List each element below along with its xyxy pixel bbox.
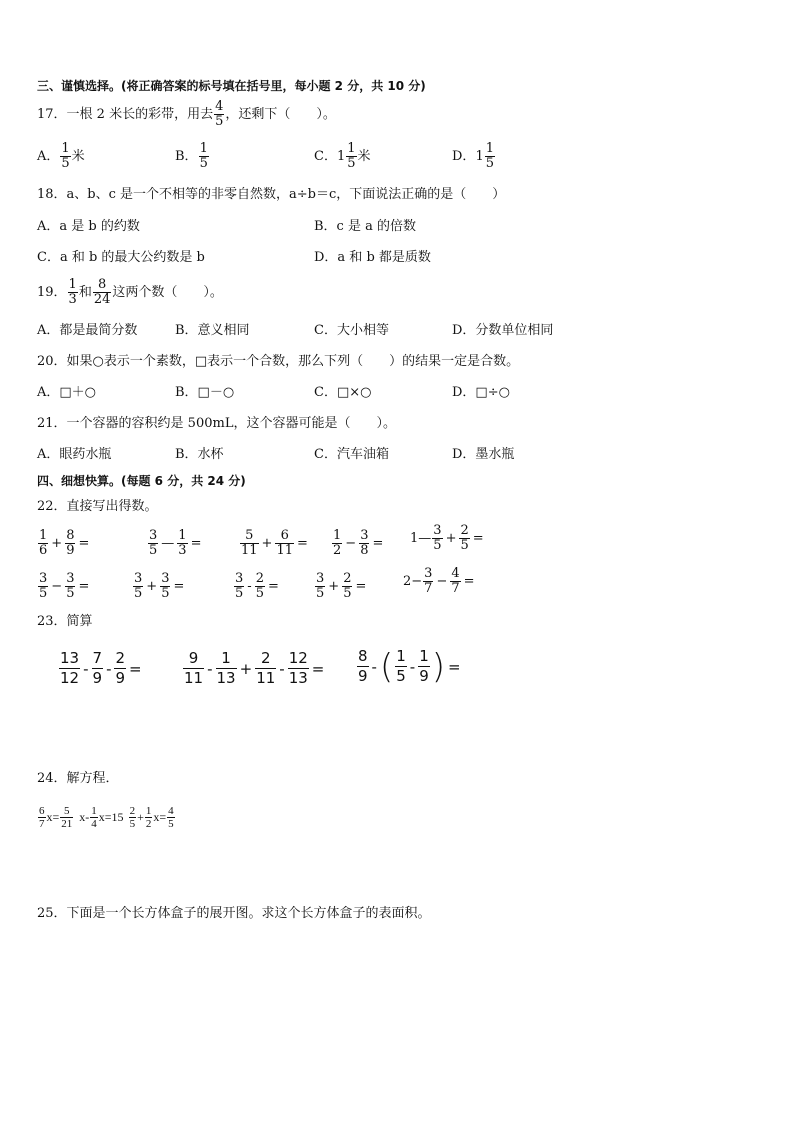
q22-r1e4-b-num: 3 [360,528,369,543]
q19-option-b[interactable]: B．意义相同 [175,323,250,338]
q23-e2-f4-num: 12 [288,649,308,667]
q22-r1e1-b-den: 9 [66,543,75,558]
q17-stem-text-b: ，还剩下（ ）。 [225,106,336,122]
q23-e3-f2-num: 1 [396,647,406,665]
q24-eq2-lead: x- [79,810,90,824]
q18-option-b[interactable]: B．c 是 a 的倍数 [314,219,416,234]
q17-option-a-denominator: 5 [61,156,70,171]
q21-option-d[interactable]: D．墨水瓶 [452,447,515,462]
q17-option-c[interactable] [314,142,371,171]
q22-r2e5-lead: 2− [403,574,423,589]
q24-eq3-f3-den: 5 [168,818,174,830]
q24-eq2-f1-num: 1 [91,805,97,817]
q19-fraction-1-denominator: 3 [68,292,77,307]
q22-r1e2-b-den: 3 [178,543,187,558]
q17-option-c-fraction [346,142,356,171]
q22-r2e2-a-den: 5 [134,586,143,601]
q23-e2-f1-den: 11 [184,669,204,687]
q22-r2e5-op: − [436,574,448,589]
q17-option-c-numerator: 1 [347,141,356,156]
q19-option-d[interactable]: D．分数单位相同 [452,323,554,338]
q17-option-b-label: B． [175,148,198,164]
q22-r2e3-b-den: 5 [255,586,264,601]
q22-r2e4-b-num: 2 [343,571,352,586]
q22-r2e5-a-num: 3 [424,566,433,581]
q24-eq3-f2-den: 2 [145,818,152,830]
q20-option-c[interactable]: C．□×○ [314,385,372,400]
q17-fraction [214,100,224,129]
q22-r2e1-b-den: 5 [66,586,75,601]
q24-eq3-f3-num: 4 [168,805,174,817]
q22-r1e3-b-den: 11 [276,543,293,558]
q17-option-c-unit: 米 [357,148,371,164]
q22-row1-expr-3 [239,524,310,558]
q19-fraction-1 [68,278,78,307]
q23-e3-f2-den: 5 [396,667,406,685]
q22-r2e2-b-num: 3 [161,571,170,586]
q24-eq3-mid: x= [153,810,167,824]
q22-row2-expr-4 [314,567,368,601]
q24-eq2-f1-den: 4 [91,818,97,830]
q23-e3-left-paren: ( [379,646,394,687]
q22-r2e5-a-den: 7 [424,581,433,596]
q22-r2e3-op: - [247,579,252,594]
q24-eq1-f2-num: 5 [64,805,70,817]
q22-r1e2-eq: = [190,536,202,551]
q22-r1e5-b-den: 5 [460,538,469,553]
q22-r1e5-op: + [445,531,457,546]
q22-r2e4-eq: = [355,579,367,594]
q23-e3-eq: = [448,657,461,676]
question-19-stem [37,278,223,307]
q23-e2-f2-num: 1 [221,649,231,667]
q22-r1e2-op: — [161,536,175,551]
q22-r2e4-a-num: 3 [316,571,325,586]
q23-e2-op3: - [279,659,285,678]
q22-row1-expr-2 [147,524,203,558]
question-17-stem [37,100,336,129]
q17-option-d-denominator: 5 [485,156,494,171]
q23-e3-f3-den: 9 [419,667,429,685]
question-23-title: 23．简算 [37,614,93,629]
q23-e1-eq: = [129,659,142,678]
q23-e2-f4-den: 13 [288,669,308,687]
q22-r1e5-lead: 1— [410,531,432,546]
q23-e3-f1-num: 8 [358,647,368,665]
q17-option-b-numerator: 1 [199,141,208,156]
q22-r1e3-op: + [261,536,273,551]
q22-r1e2-b-num: 1 [178,528,187,543]
q23-e1-f1-den: 12 [60,669,80,687]
q22-r1e3-a-num: 5 [245,528,254,543]
q23-e3-op1: - [371,657,377,676]
q24-eq1-f1-den: 7 [39,818,45,830]
q21-option-a[interactable]: A．眼药水瓶 [37,447,112,462]
q17-option-b-denominator: 5 [199,156,208,171]
q23-e1-f1-num: 13 [60,649,80,667]
q23-expression-3 [356,646,463,686]
q17-option-c-label: C． [314,148,337,164]
q19-fraction-2-denominator: 24 [93,292,111,307]
q19-fraction-2 [93,278,112,307]
q22-row1-expr-1 [37,524,91,558]
q22-r1e5-a-num: 3 [433,523,442,538]
q22-r2e1-eq: = [78,579,90,594]
q17-option-a-numerator: 1 [61,141,70,156]
q17-option-d-numerator: 1 [485,141,494,156]
q23-e2-f3-den: 11 [256,669,276,687]
q22-r2e4-a-den: 5 [316,586,325,601]
q22-r1e3-eq: = [297,536,308,551]
q19-option-c[interactable]: C．大小相等 [314,323,389,338]
q22-r2e3-b-num: 2 [255,571,264,586]
q24-equations [37,801,176,830]
q17-option-d[interactable] [452,142,496,171]
q22-r2e2-b-den: 5 [161,586,170,601]
q22-r2e1-a-den: 5 [39,586,48,601]
q19-fraction-1-numerator: 1 [68,277,77,292]
q23-e2-op2: + [239,659,253,678]
q22-r1e1-a-num: 1 [39,528,48,543]
q17-option-c-denominator: 5 [347,156,356,171]
q22-r1e2-a-num: 3 [149,528,158,543]
q20-option-a[interactable]: A．□＋○ [37,385,97,400]
q22-row1-expr-5 [410,524,486,553]
q18-option-a[interactable]: A．a 是 b 的约数 [37,219,140,234]
q23-expression-1 [58,648,144,688]
q22-r2e3-a-num: 3 [235,571,244,586]
q17-option-a-fraction [60,142,70,171]
q22-r1e3-b-num: 6 [280,528,289,543]
q24-eq2-tail: x=15 [98,810,124,824]
q22-row2-expr-2 [132,567,186,601]
q17-fraction-denominator: 5 [215,114,224,129]
q17-option-a-unit: 米 [71,148,85,164]
q22-r1e5-b-num: 2 [460,523,469,538]
q23-e2-eq: = [311,659,325,678]
q23-e1-f3-num: 2 [115,649,126,667]
q23-e1-op2: - [106,659,112,678]
q22-r2e3-a-den: 5 [235,586,244,601]
q19-option-a[interactable]: A．都是最简分数 [37,323,138,338]
q22-r1e1-a-den: 6 [39,543,48,558]
q18-option-c[interactable]: C．a 和 b 的最大公约数是 b [37,250,205,265]
q22-r1e2-a-den: 5 [149,543,158,558]
q22-r1e1-b-num: 8 [66,528,75,543]
q20-option-d[interactable]: D．□÷○ [452,385,510,400]
q22-r1e4-a-num: 1 [333,528,342,543]
q24-eq3-f1-den: 5 [129,818,136,830]
q22-r2e1-op: − [51,579,63,594]
q23-e2-f3-num: 2 [260,649,271,667]
question-22-title: 22．直接写出得数。 [37,499,158,514]
q24-eq3-f2-num: 1 [145,805,152,817]
section-4-heading: 四、细想快算。(每题 6 分，共 24 分) [37,474,246,488]
q22-r2e4-b-den: 5 [343,586,352,601]
q23-e3-op2: - [409,657,416,676]
q17-option-b-fraction [199,142,209,171]
q22-row2-expr-1 [37,567,91,601]
q23-e2-f1-num: 9 [188,649,199,667]
q22-r2e4-op: + [328,579,340,594]
q18-option-d[interactable]: D．a 和 b 都是质数 [314,250,431,265]
q23-e3-f1-den: 9 [358,667,368,685]
q17-option-d-fraction [485,142,495,171]
q22-r2e2-eq: = [173,579,185,594]
q19-prefix: 19． [37,284,67,300]
q21-option-b[interactable]: B．水杯 [175,447,224,462]
q23-e2-f2-den: 13 [216,669,236,687]
question-25-stem: 25．下面是一个长方体盒子的展开图。求这个长方体盒子的表面积。 [37,906,431,921]
q23-e2-op1: - [207,659,213,678]
question-18-stem: 18．a、b、c 是一个不相等的非零自然数，a÷b＝c，下面说法正确的是（ ） [37,187,506,202]
q22-r2e5-eq: = [463,574,475,589]
q22-r1e4-a-den: 2 [333,543,342,558]
q22-r1e3-a-den: 11 [241,543,258,558]
q17-option-d-label: D． [452,148,476,164]
q22-r2e2-a-num: 3 [134,571,143,586]
q23-e3-right-paren: ) [431,646,446,687]
q22-row1-expr-4 [331,524,385,558]
q22-row2-expr-5 [403,567,477,596]
q17-option-d-whole: 1 [475,148,484,164]
q22-r1e5-a-den: 5 [433,538,442,553]
q22-r1e4-b-den: 8 [360,543,369,558]
q22-r1e1-op: + [51,536,63,551]
q23-e1-f3-den: 9 [115,669,126,687]
q22-r2e1-a-num: 3 [39,571,48,586]
q22-r1e5-eq: = [472,531,484,546]
q22-r2e5-b-den: 7 [451,581,460,596]
q17-option-c-whole: 1 [336,148,346,164]
q17-fraction-numerator: 4 [215,99,224,114]
q22-r2e5-b-num: 4 [451,566,460,581]
q22-r2e2-op: + [146,579,158,594]
q17-stem-text-a: 17．一根 2 米长的彩带，用去 [37,106,214,122]
question-24-title: 24．解方程． [37,771,119,786]
q24-eq1-f2-den: 21 [61,818,73,830]
q19-suffix: 这两个数（ ）。 [112,284,223,300]
q17-option-b[interactable] [175,142,210,171]
section-3-heading: 三、谨慎选择。(将正确答案的标号填在括号里，每小题 2 分，共 10 分) [37,79,426,93]
q21-option-c[interactable]: C．汽车油箱 [314,447,389,462]
q22-r1e4-op: − [345,536,357,551]
q23-e1-op1: - [83,659,89,678]
q19-and: 和 [78,284,92,300]
q22-r2e1-b-num: 3 [66,571,75,586]
q19-fraction-2-numerator: 8 [97,277,107,292]
q22-row2-expr-3 [233,567,281,601]
q24-eq1-f1-num: 6 [39,805,45,817]
q23-e1-f2-den: 9 [92,669,103,687]
q17-option-a[interactable] [37,142,85,171]
q22-r1e1-eq: = [78,536,90,551]
q24-eq3-f1-num: 2 [129,805,136,817]
q23-e3-f3-num: 1 [419,647,429,665]
q22-r2e3-eq: = [267,579,279,594]
q23-e1-f2-num: 7 [92,649,103,667]
question-20-stem: 20．如果○表示一个素数，□表示一个合数，那么下列（ ）的结果一定是合数。 [37,354,520,369]
q23-expression-2 [182,648,326,688]
q24-eq1-mid: x= [46,810,60,824]
question-21-stem: 21．一个容器的容积约是 500mL，这个容器可能是（ ）。 [37,416,396,431]
q22-r1e4-eq: = [372,536,384,551]
q17-option-a-label: A． [37,148,60,164]
q20-option-b[interactable]: B．□－○ [175,385,235,400]
q24-eq3-op: + [137,810,144,824]
